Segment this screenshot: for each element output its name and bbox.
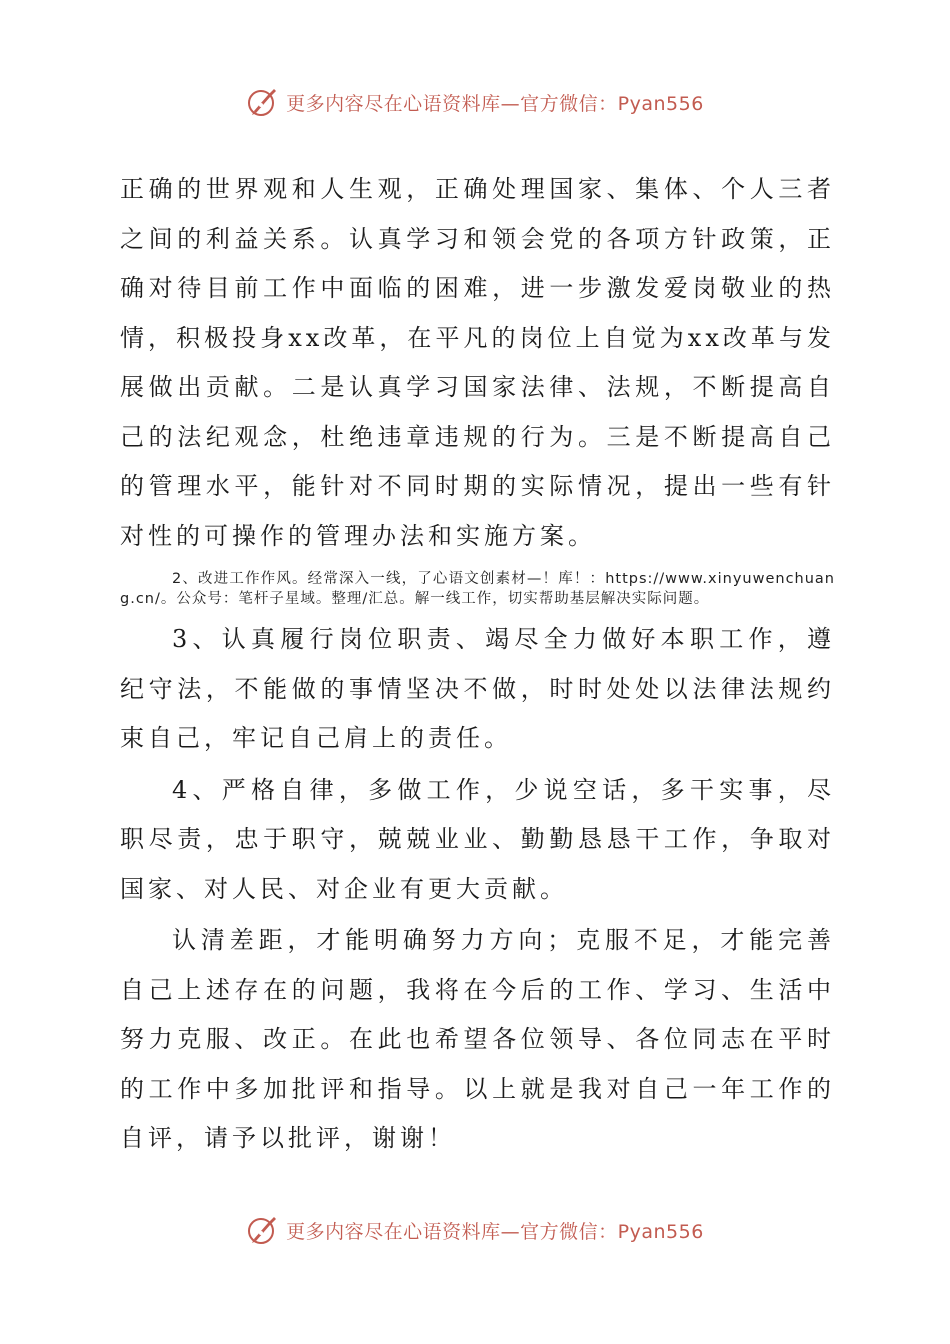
paragraph-4: 4、严格自律，多做工作，少说空话，多干实事，尽职尽责，忠于职守，兢兢业业、勤勤恳恳干工作，争取对国家、对人民、对企业有更大贡献。 <box>120 775 835 903</box>
paragraph-1: 正确的世界观和人生观，正确处理国家、集体、个人三者之间的利益关系。认真学习和领会党的各项方针政策，正确对待目前工作中面临的困难，进一步激发爱岗敬业的热情，积极投身xx改革，在平凡的岗位上自觉为xx改革与发展做出贡献。二是认真学习国家法律、法规，不断提高自己的法纪观念，杜绝违章违规的行为。三是不断提高自己的管理水平，能针对不同时期的实际情况，提出一些有针对性的可操作的管理办法和实施方案。 <box>120 175 835 550</box>
document-body <box>120 165 835 1164</box>
paragraph-5: 认清差距，才能明确努力方向；克服不足，才能完善自己上述存在的问题，我将在今后的工作、学习、生活中努力克服、改正。在此也希望各位领导、各位同志在平时的工作中多加批评和指导。以上就是我对自己一年工作的自评，请予以批评，谢谢！ <box>120 926 835 1152</box>
footer-banner <box>0 1210 950 1250</box>
pen-nib-logo-icon <box>246 1213 280 1247</box>
header-banner <box>0 82 950 122</box>
footer-banner-text: 更多内容尽在心语资料库—官方微信：Pyan556 <box>286 1220 704 1243</box>
pen-nib-logo-icon <box>246 85 280 119</box>
paragraph-2: 2、改进工作作风。经常深入一线，了心语文创素材—！库！：https://www.xinyuwenchuang.cn/。公众号：笔杆子星域。整理/汇总。解一线工作，切实帮助基层解决实际问题。 <box>120 571 835 607</box>
header-banner-text: 更多内容尽在心语资料库—官方微信：Pyan556 <box>286 92 704 115</box>
paragraph-3: 3、认真履行岗位职责、竭尽全力做好本职工作，遵纪守法，不能做的事情坚决不做，时时处处以法律法规约束自己，牢记自己肩上的责任。 <box>120 625 835 752</box>
